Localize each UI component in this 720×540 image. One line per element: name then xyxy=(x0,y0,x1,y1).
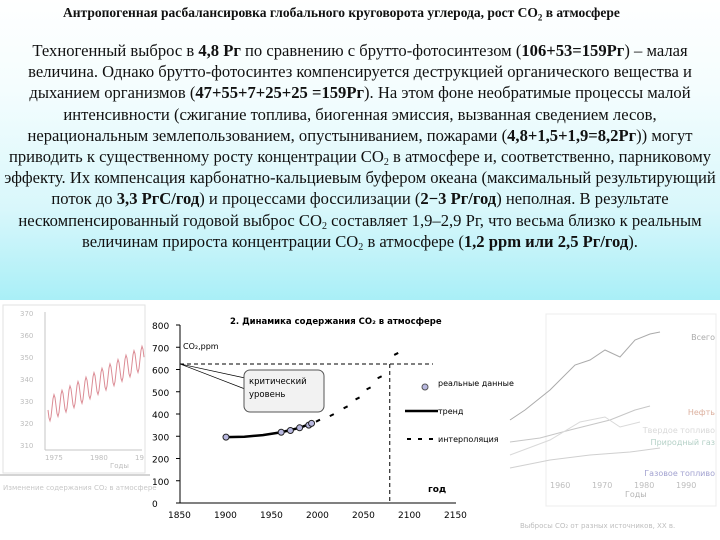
slide-title xyxy=(63,4,663,27)
real-data-point xyxy=(309,420,315,426)
left-ytick: 320 xyxy=(20,420,34,428)
callout-line: критический xyxy=(249,377,307,387)
interpolation-point xyxy=(394,353,398,355)
legend-real-marker xyxy=(422,384,428,390)
text-segment: ). На этом фоне необратимые процессы малой интенсивности (сжигание топлива, биогенная эмиссия, вызванная сведением лесов, нерациональным землепользованием, опустыниванием, пожарами ( xyxy=(27,83,691,145)
subscript: 2 xyxy=(383,157,389,169)
text-segment: ). xyxy=(628,231,638,251)
real-data-point xyxy=(278,429,284,435)
right-series-label: Нефть xyxy=(687,408,715,417)
text-segment: ) и процессами фоссилизации ( xyxy=(199,189,421,209)
left-xtick: 1975 xyxy=(45,454,63,462)
bold-value: 2−3 Рг/год xyxy=(420,189,497,209)
bold-value: 4,8 Рг xyxy=(198,41,241,60)
title-subscript: 2 xyxy=(537,12,543,23)
right-xtick: 1990 xyxy=(676,481,697,490)
real-data-point xyxy=(287,427,293,433)
right-xtick: 1960 xyxy=(550,481,571,490)
right-series-label: Газовое топливо xyxy=(644,469,715,478)
real-data-point xyxy=(223,434,229,440)
right-series-label: Природный газ xyxy=(650,438,715,447)
y-tick-label: 700 xyxy=(152,344,170,355)
text-segment: составляет 1,9–2,9 Рг, что весьма близко к реальным величинам прироста концентрации СО xyxy=(82,210,702,251)
text-segment: по сравнению с брутто-фотосинтезом ( xyxy=(240,41,522,60)
right-xlabel: Годы xyxy=(625,490,647,499)
real-data-point xyxy=(297,425,303,431)
y-tick-label: 600 xyxy=(152,366,170,377)
left-ytick: 370 xyxy=(20,310,34,318)
bold-value: 47+55+7+25+25 =159Рг xyxy=(195,83,365,103)
x-tick-label: 2000 xyxy=(306,511,329,521)
interpolation-point xyxy=(344,406,348,408)
co2-chart xyxy=(150,312,514,540)
left-caption: Изменение содержания CO₂ в атмосфере xyxy=(3,484,157,492)
body-paragraph xyxy=(4,40,716,252)
callout-pointer xyxy=(180,364,245,389)
bold-value: 4,8+1,5+1,9=8,2Рг xyxy=(507,125,637,145)
right-series-label: Всего xyxy=(691,333,715,342)
text-segment: ) неполная. В результате нескомпенсированный годовой выброс СО xyxy=(18,189,669,230)
right-series-label: Твердое топливо xyxy=(642,426,715,435)
subscript: 2 xyxy=(358,241,364,253)
left-ytick: 330 xyxy=(20,398,34,406)
title-text: Антропогенная расбалансировка глобального круговорота углерода, рост CO xyxy=(63,5,538,20)
text-segment: в атмосфере ( xyxy=(363,231,464,251)
subscript: 2 xyxy=(321,220,327,232)
left-xtick: 19 xyxy=(135,454,144,462)
y-tick-label: 200 xyxy=(152,455,170,466)
bold-value: 3,3 РгС/год xyxy=(116,189,200,209)
interpolation-point xyxy=(330,414,334,416)
x-tick-label: 2100 xyxy=(398,511,421,521)
x-tick-label: 1850 xyxy=(168,511,191,521)
text-segment: )) могут приводить к существенному росту концентрации СО xyxy=(9,125,693,167)
interpolation-point xyxy=(316,420,320,422)
text-segment: ) – малая величина. Однако брутто-фотосинтез компенсируется деструкцией органического вещества и дыханием организмов ( xyxy=(28,41,692,103)
x-tick-label: 2150 xyxy=(444,511,467,521)
x-tick-label: 1950 xyxy=(260,511,283,521)
text-segment: Техногенный выброс в xyxy=(32,41,199,60)
left-ytick: 360 xyxy=(20,332,34,340)
callout-line: уровень xyxy=(249,390,286,400)
y-axis-label: CO₂,ppm xyxy=(183,342,219,351)
y-tick-label: 100 xyxy=(152,477,170,488)
legend-real-label: реальные данные xyxy=(438,379,514,388)
figures-panel xyxy=(0,300,720,540)
right-caption: Выбросы CO₂ от разных источников, XX в. xyxy=(520,522,676,530)
y-tick-label: 500 xyxy=(152,388,170,399)
x-tick-label: 1900 xyxy=(214,511,237,521)
left-ytick: 310 xyxy=(20,442,34,450)
y-tick-label: 0 xyxy=(152,500,158,510)
text-segment: в атмосфере и, соответственно, парниковому эффекту. Их компенсация карбонатно-кальциевым буфером океана (максимальный результирующий поток до xyxy=(4,147,716,209)
right-xtick: 1980 xyxy=(634,481,655,490)
title-tail: в атмосфере xyxy=(542,5,620,20)
left-xlabel: Годы xyxy=(110,462,129,470)
left-figure xyxy=(0,300,157,540)
interpolation-point xyxy=(367,387,371,389)
left-ytick: 350 xyxy=(20,354,34,362)
y-tick-label: 800 xyxy=(152,322,170,332)
legend-trend-label: тренд xyxy=(438,407,464,416)
bold-value: 106+53=159Рг xyxy=(521,41,625,60)
right-xtick: 1970 xyxy=(592,481,613,490)
right-figure xyxy=(510,300,720,540)
x-axis-label: год xyxy=(428,485,447,495)
chart-title: 2. Динамика содержания CO₂ в атмосфере xyxy=(230,317,442,327)
left-xtick: 1980 xyxy=(90,454,108,462)
bold-value: 1,2 ppm или 2,5 Рг/год xyxy=(463,231,629,251)
left-ytick: 340 xyxy=(20,376,34,384)
y-tick-label: 400 xyxy=(152,411,170,421)
x-tick-label: 2050 xyxy=(352,511,375,521)
y-tick-label: 300 xyxy=(152,433,170,444)
legend-interp-label: интерполяция xyxy=(438,435,499,444)
interpolation-point xyxy=(356,397,360,399)
interpolation-point xyxy=(378,376,382,378)
